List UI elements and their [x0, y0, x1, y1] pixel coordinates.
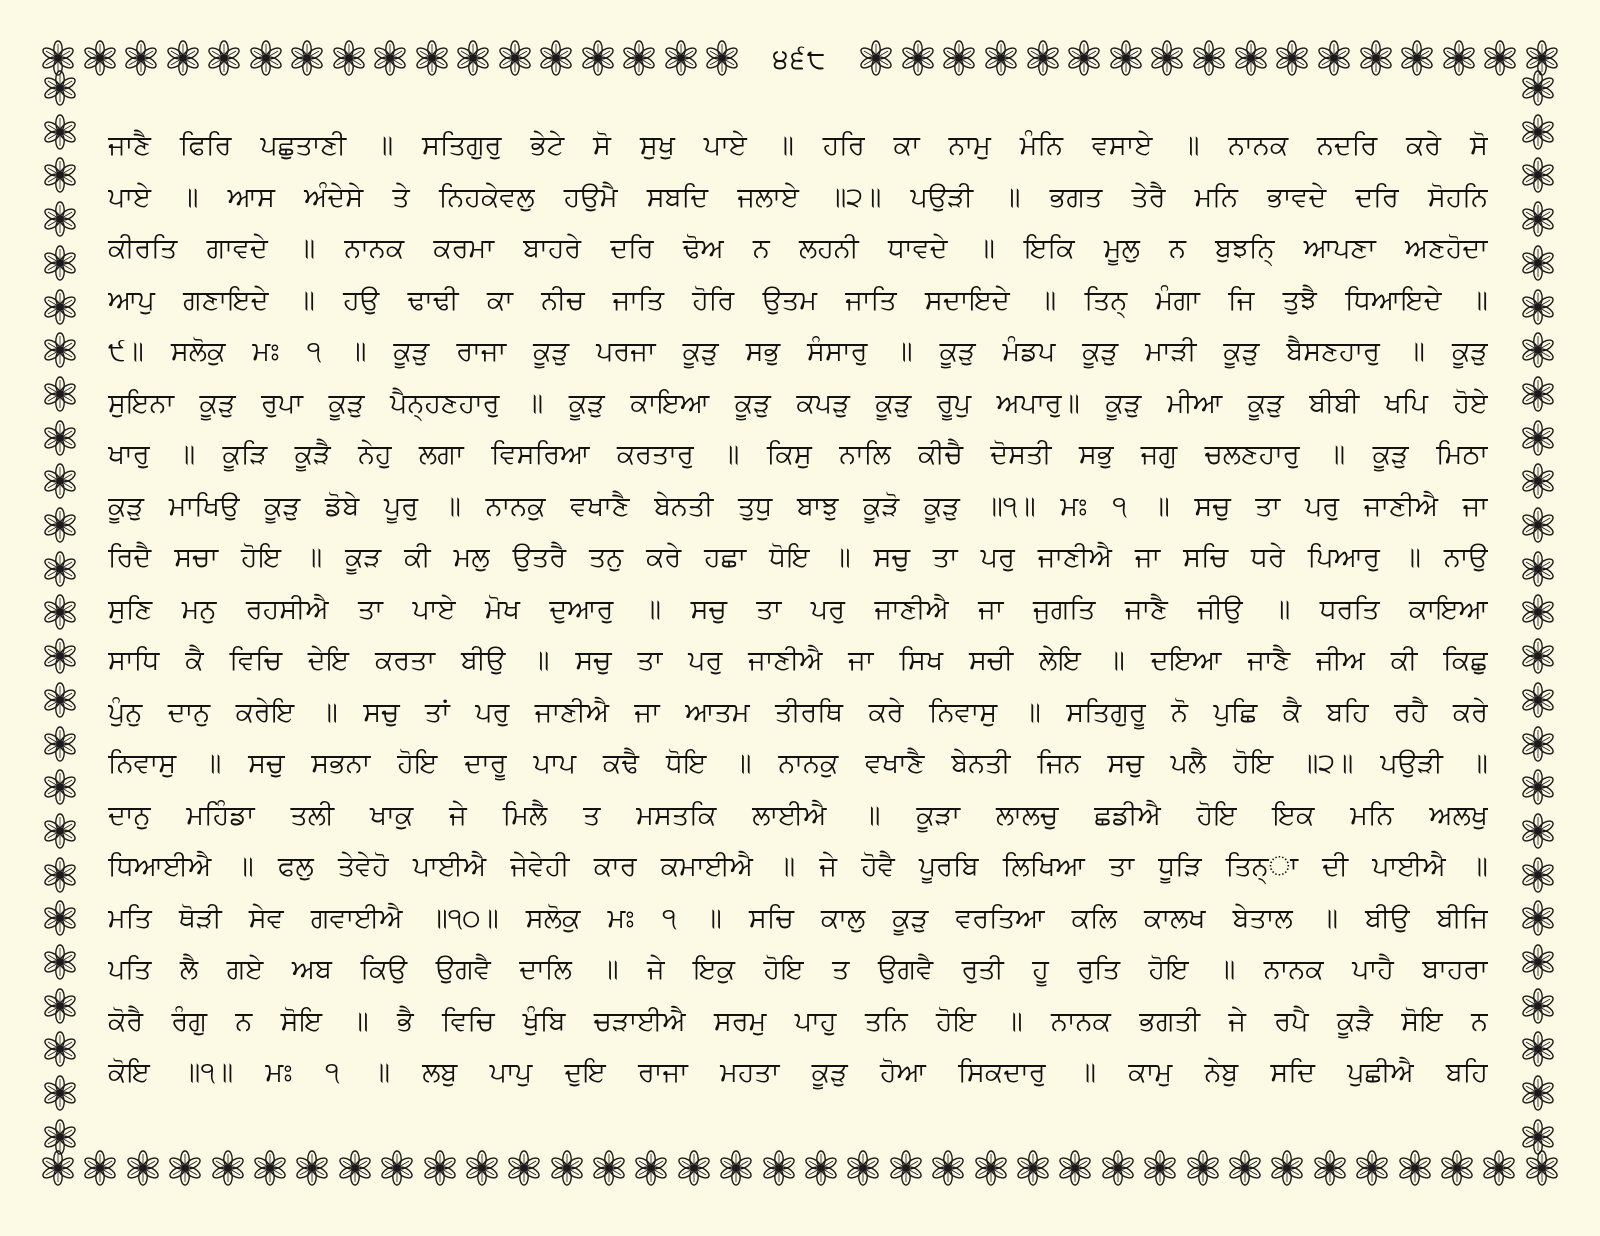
- flower-icon: [591, 1150, 627, 1186]
- flower-icon: [1481, 1150, 1517, 1186]
- flower-icon: [1520, 857, 1556, 893]
- flower-icon: [761, 1150, 797, 1186]
- flower-icon: [42, 944, 78, 980]
- flower-icon: [123, 40, 159, 76]
- flower-icon: [206, 40, 242, 76]
- flower-icon: [1520, 70, 1556, 106]
- flower-icon: [704, 40, 740, 76]
- flower-icon: [1439, 1150, 1475, 1186]
- flower-icon: [42, 1031, 78, 1067]
- text-line: ਆਪੁ ਗਣਾਇਦੇ ॥ ਹਉ ਢਾਢੀ ਕਾ ਨੀਚ ਜਾਤਿ ਹੋਰਿ ਉਤਮ ਜਾਤਿ ਸਦਾਇਦੇ ॥ ਤਿਨ੍ ਮੰਗਾ ਜਿ ਤੁਝੈ ਧਿਆਇਦੇ ॥: [108, 284, 1488, 316]
- text-line: ਕੀਰਤਿ ਗਾਵਦੇ ॥ ਨਾਨਕ ਕਰਮਾ ਬਾਹਰੇ ਦਰਿ ਢੋਅ ਨ ਲਹਨੀ ਧਾਵਦੇ ॥ ਇਕਿ ਮੂਲੁ ਨ ਬੁਝਨਿ੍ ਆਪਣਾ ਅਣਹੋਦਾ: [108, 233, 1488, 264]
- flower-icon: [1316, 40, 1352, 76]
- flower-icon: [42, 551, 78, 587]
- flower-icon: [497, 40, 533, 76]
- flower-icon: [42, 857, 78, 893]
- flower-icon: [1233, 40, 1269, 76]
- flower-icon: [1520, 988, 1556, 1024]
- text-line: ੯॥ ਸਲੋਕੁ ਮਃ ੧ ॥ ਕੂੜੁ ਰਾਜਾ ਕੂੜੁ ਪਰਜਾ ਕੂੜੁ ਸਭੁ ਸੰਸਾਰੁ ॥ ਕੂੜੁ ਮੰਡਪ ਕੂੜੁ ਮਾੜੀ ਕੂੜੁ ਬੈਸਣਹਾਰੁ ॥ ਕੂੜੁ: [108, 336, 1488, 367]
- flower-icon: [1520, 201, 1556, 237]
- flower-icon: [1057, 1150, 1093, 1186]
- flower-icon: [42, 1075, 78, 1111]
- flower-icon: [248, 40, 284, 76]
- flower-icon: [1066, 40, 1102, 76]
- text-line: ਕੂੜੁ ਮਾਖਿਉ ਕੂੜੁ ਡੋਬੇ ਪੂਰੁ ॥ ਨਾਨਕੁ ਵਖਾਣੈ ਬੇਨਤੀ ਤੁਧੁ ਬਾਝੁ ਕੂੜੋ ਕੂੜੁ ॥੧॥ ਮਃ ੧ ॥ ਸਚੁ ਤਾ ਪਰੁ ਜਾਣੀਐ ਜਾ: [108, 490, 1488, 522]
- flower-icon: [289, 40, 325, 76]
- flower-icon: [1015, 1150, 1051, 1186]
- verse-text-block: [108, 120, 1488, 1099]
- bottom-border: [40, 1148, 1560, 1188]
- flower-icon: [1100, 1150, 1136, 1186]
- flower-icon: [1108, 40, 1144, 76]
- flower-icon: [1520, 289, 1556, 325]
- flower-icon: [1520, 1031, 1556, 1067]
- flower-icon: [1520, 157, 1556, 193]
- flower-icon: [1520, 726, 1556, 762]
- flower-icon: [1399, 40, 1435, 76]
- flower-icon: [42, 420, 78, 456]
- flower-icon: [1149, 40, 1185, 76]
- flower-icon: [40, 1150, 76, 1186]
- flower-icon: [42, 463, 78, 499]
- flower-icon: [858, 40, 894, 76]
- text-line: ਧਿਆਈਐ ॥ ਫਲੁ ਤੇਵੇਹੋ ਪਾਈਐ ਜੇਵੇਹੀ ਕਾਰ ਕਮਾਈਐ ॥ ਜੇ ਹੋਵੈ ਪੂਰਬਿ ਲਿਖਿਆ ਤਾ ਧੂੜਿ ਤਿਨ੍ਾ ਦੀ ਪਾਈਐ ॥: [108, 851, 1488, 882]
- flower-icon: [1025, 40, 1061, 76]
- flower-icon: [633, 1150, 669, 1186]
- flower-icon: [42, 114, 78, 150]
- flower-icon: [1142, 1150, 1178, 1186]
- flower-icon: [167, 1150, 203, 1186]
- flower-icon: [82, 40, 118, 76]
- flower-icon: [210, 1150, 246, 1186]
- flower-icon: [663, 40, 699, 76]
- flower-icon: [549, 1150, 585, 1186]
- flower-icon: [718, 1150, 754, 1186]
- flower-icon: [464, 1150, 500, 1186]
- flower-icon: [42, 332, 78, 368]
- flower-icon: [294, 1150, 330, 1186]
- flower-icon: [1227, 1150, 1263, 1186]
- flower-icon: [1441, 40, 1477, 76]
- text-line: ਨਿਵਾਸੁ ॥ ਸਚੁ ਸਭਨਾ ਹੋਇ ਦਾਰੂ ਪਾਪ ਕਢੈ ਧੋਇ ॥ ਨਾਨਕੁ ਵਖਾਣੈ ਬੇਨਤੀ ਜਿਨ ਸਚੁ ਪਲੈ ਹੋਇ ॥੨॥ ਪਉੜੀ ॥: [108, 748, 1488, 779]
- text-line: ਪੁੰਨੁ ਦਾਨੁ ਕਰੇਇ ॥ ਸਚੁ ਤਾਂ ਪਰੁ ਜਾਣੀਐ ਜਾ ਆਤਮ ਤੀਰਥਿ ਕਰੇ ਨਿਵਾਸੁ ॥ ਸਤਿਗੁਰੂ ਨੋ ਪੁਛਿ ਕੈ ਬਹਿ ਰਹੈ ਕਰੇ: [108, 696, 1488, 728]
- flower-icon: [42, 507, 78, 543]
- flower-icon: [1520, 1075, 1556, 1111]
- flower-icon: [1520, 420, 1556, 456]
- flower-icon: [42, 157, 78, 193]
- flower-icon: [372, 40, 408, 76]
- flower-icon: [42, 726, 78, 762]
- flower-icon: [455, 40, 491, 76]
- text-line: ਰਿਦੈ ਸਚਾ ਹੋਇ ॥ ਕੂੜ ਕੀ ਮਲੁ ਉਤਰੈ ਤਨੁ ਕਰੇ ਹਛਾ ਧੋਇ ॥ ਸਚੁ ਤਾ ਪਰੁ ਜਾਣੀਐ ਜਾ ਸਚਿ ਧਰੇ ਪਿਆਰੁ ॥ ਨਾਉ: [108, 542, 1488, 573]
- flower-icon: [165, 40, 201, 76]
- text-line: ਖਾਰੁ ॥ ਕੂੜਿ ਕੂੜੈ ਨੇਹੁ ਲਗਾ ਵਿਸਰਿਆ ਕਰਤਾਰੁ ॥ ਕਿਸੁ ਨਾਲਿ ਕੀਚੈ ਦੋਸਤੀ ਸਭੁ ਜਗੁ ਚਲਣਹਾਰੁ ॥ ਕੂੜੁ ਮਿਠਾ: [108, 439, 1488, 470]
- flower-icon: [1520, 114, 1556, 150]
- flower-icon: [1191, 40, 1227, 76]
- flower-icon: [1312, 1150, 1348, 1186]
- flower-icon: [1269, 1150, 1305, 1186]
- flower-icon: [42, 813, 78, 849]
- flower-icon: [42, 682, 78, 718]
- flower-icon: [1520, 551, 1556, 587]
- flower-icon: [414, 40, 450, 76]
- flower-icon: [1520, 594, 1556, 630]
- flower-icon: [42, 769, 78, 805]
- flower-icon: [42, 70, 78, 106]
- flower-icon: [1520, 813, 1556, 849]
- text-line: ਦਾਨੁ ਮਹਿੰਡਾ ਤਲੀ ਖਾਕੁ ਜੇ ਮਿਲੈ ਤ ਮਸਤਕਿ ਲਾਈਐ ॥ ਕੂੜਾ ਲਾਲਚੁ ਛਡੀਐ ਹੋਇ ਇਕ ਮਨਿ ਅਲਖੁ: [108, 799, 1488, 831]
- flower-icon: [1358, 40, 1394, 76]
- flower-icon: [42, 638, 78, 674]
- flower-icon: [506, 1150, 542, 1186]
- flower-icon: [1520, 245, 1556, 281]
- right-border: [1518, 70, 1558, 1155]
- flower-icon: [337, 1150, 373, 1186]
- flower-icon: [888, 1150, 924, 1186]
- flower-icon: [42, 900, 78, 936]
- text-line: ਸੁਣਿ ਮਨੁ ਰਹਸੀਐ ਤਾ ਪਾਏ ਮੋਖ ਦੁਆਰੁ ॥ ਸਚੁ ਤਾ ਪਰੁ ਜਾਣੀਐ ਜਾ ਜੁਗਤਿ ਜਾਣੈ ਜੀਉ ॥ ਧਰਤਿ ਕਾਇਆ: [108, 593, 1488, 625]
- flower-icon: [1274, 40, 1310, 76]
- flower-icon: [1520, 900, 1556, 936]
- text-line: ਪਾਏ ॥ ਆਸ ਅੰਦੇਸੇ ਤੇ ਨਿਹਕੇਵਲੁ ਹਉਮੈ ਸਬਦਿ ਜਲਾਏ ॥੨॥ ਪਉੜੀ ॥ ਭਗਤ ਤੇਰੈ ਮਨਿ ਭਾਵਦੇ ਦਰਿ ਸੋਹਨਿ: [108, 181, 1488, 213]
- flower-icon: [1482, 40, 1518, 76]
- flower-icon: [676, 1150, 712, 1186]
- flower-icon: [1520, 376, 1556, 412]
- flower-icon: [1397, 1150, 1433, 1186]
- flower-icon: [1354, 1150, 1390, 1186]
- flower-icon: [1520, 332, 1556, 368]
- flower-icon: [42, 594, 78, 630]
- text-line: ਸਾਧਿ ਕੈ ਵਿਚਿ ਦੇਇ ਕਰਤਾ ਬੀਉ ॥ ਸਚੁ ਤਾ ਪਰੁ ਜਾਣੀਐ ਜਾ ਸਿਖ ਸਚੀ ਲੇਇ ॥ ਦਇਆ ਜਾਣੈ ਜੀਅ ਕੀ ਕਿਛੁ: [108, 645, 1488, 676]
- top-border-right: [858, 38, 1560, 78]
- flower-icon: [1185, 1150, 1221, 1186]
- flower-icon: [42, 289, 78, 325]
- flower-icon: [983, 40, 1019, 76]
- flower-icon: [930, 1150, 966, 1186]
- flower-icon: [1520, 463, 1556, 499]
- flower-icon: [973, 1150, 1009, 1186]
- flower-icon: [1520, 638, 1556, 674]
- left-border: [40, 70, 80, 1155]
- flower-icon: [82, 1150, 118, 1186]
- flower-icon: [42, 201, 78, 237]
- page-number: ੪੬੮: [772, 42, 828, 75]
- flower-icon: [1520, 507, 1556, 543]
- flower-icon: [538, 40, 574, 76]
- flower-icon: [125, 1150, 161, 1186]
- flower-icon: [621, 40, 657, 76]
- text-line: ਕੋਰੈ ਰੰਗੁ ਨ ਸੋਇ ॥ ਭੈ ਵਿਚਿ ਖੁੰਬਿ ਚੜਾਈਐ ਸਰਮੁ ਪਾਹੁ ਤਨਿ ਹੋਇ ॥ ਨਾਨਕ ਭਗਤੀ ਜੇ ਰਪੈ ਕੂੜੈ ਸੋਇ ਨ: [108, 1005, 1488, 1037]
- flower-icon: [42, 245, 78, 281]
- flower-icon: [1524, 1150, 1560, 1186]
- flower-icon: [1520, 944, 1556, 980]
- flower-icon: [900, 40, 936, 76]
- flower-icon: [42, 988, 78, 1024]
- flower-icon: [422, 1150, 458, 1186]
- flower-icon: [845, 1150, 881, 1186]
- flower-icon: [252, 1150, 288, 1186]
- flower-icon: [379, 1150, 415, 1186]
- flower-icon: [1520, 682, 1556, 718]
- flower-icon: [1520, 769, 1556, 805]
- text-line: ਸੁਇਨਾ ਕੂੜੁ ਰੁਪਾ ਕੂੜੁ ਪੈਨ੍ਹਣਹਾਰੁ ॥ ਕੂੜੁ ਕਾਇਆ ਕੂੜੁ ਕਪੜੁ ਕੂੜੁ ਰੂਪੁ ਅਪਾਰੁ॥ ਕੂੜੁ ਮੀਆ ਕੂੜੁ ਬੀਬੀ ਖਪਿ ਹੋਏ: [108, 387, 1488, 419]
- text-line: ਮਤਿ ਥੋੜੀ ਸੇਵ ਗਵਾਈਐ ॥੧੦॥ ਸਲੋਕੁ ਮਃ ੧ ॥ ਸਚਿ ਕਾਲੁ ਕੂੜੁ ਵਰਤਿਆ ਕਲਿ ਕਾਲਖ ਬੇਤਾਲ ॥ ਬੀਉ ਬੀਜਿ: [108, 902, 1488, 934]
- flower-icon: [580, 40, 616, 76]
- text-line: ਪਤਿ ਲੈ ਗਏ ਅਬ ਕਿਉ ਉਗਵੈ ਦਾਲਿ ॥ ਜੇ ਇਕੁ ਹੋਇ ਤ ਉਗਵੈ ਰੁਤੀ ਹੂ ਰੁਤਿ ਹੋਇ ॥ ਨਾਨਕ ਪਾਹੈ ਬਾਹਰਾ: [108, 954, 1488, 985]
- top-border-left: [40, 38, 740, 78]
- text-line: ਕੋਇ ॥੧॥ ਮਃ ੧ ॥ ਲਬੁ ਪਾਪੁ ਦੁਇ ਰਾਜਾ ਮਹਤਾ ਕੂੜੁ ਹੋਆ ਸਿਕਦਾਰੁ ॥ ਕਾਮੁ ਨੇਬੁ ਸਦਿ ਪੁਛੀਐ ਬਹਿ: [108, 1057, 1488, 1088]
- flower-icon: [803, 1150, 839, 1186]
- flower-icon: [42, 376, 78, 412]
- text-line: ਜਾਣੈ ਫਿਰਿ ਪਛੁਤਾਣੀ ॥ ਸਤਿਗੁਰੁ ਭੇਟੇ ਸੋ ਸੁਖੁ ਪਾਏ ॥ ਹਰਿ ਕਾ ਨਾਮੁ ਮੰਨਿ ਵਸਾਏ ॥ ਨਾਨਕ ਨਦਰਿ ਕਰੇ ਸੋ: [108, 130, 1488, 161]
- flower-icon: [331, 40, 367, 76]
- flower-icon: [941, 40, 977, 76]
